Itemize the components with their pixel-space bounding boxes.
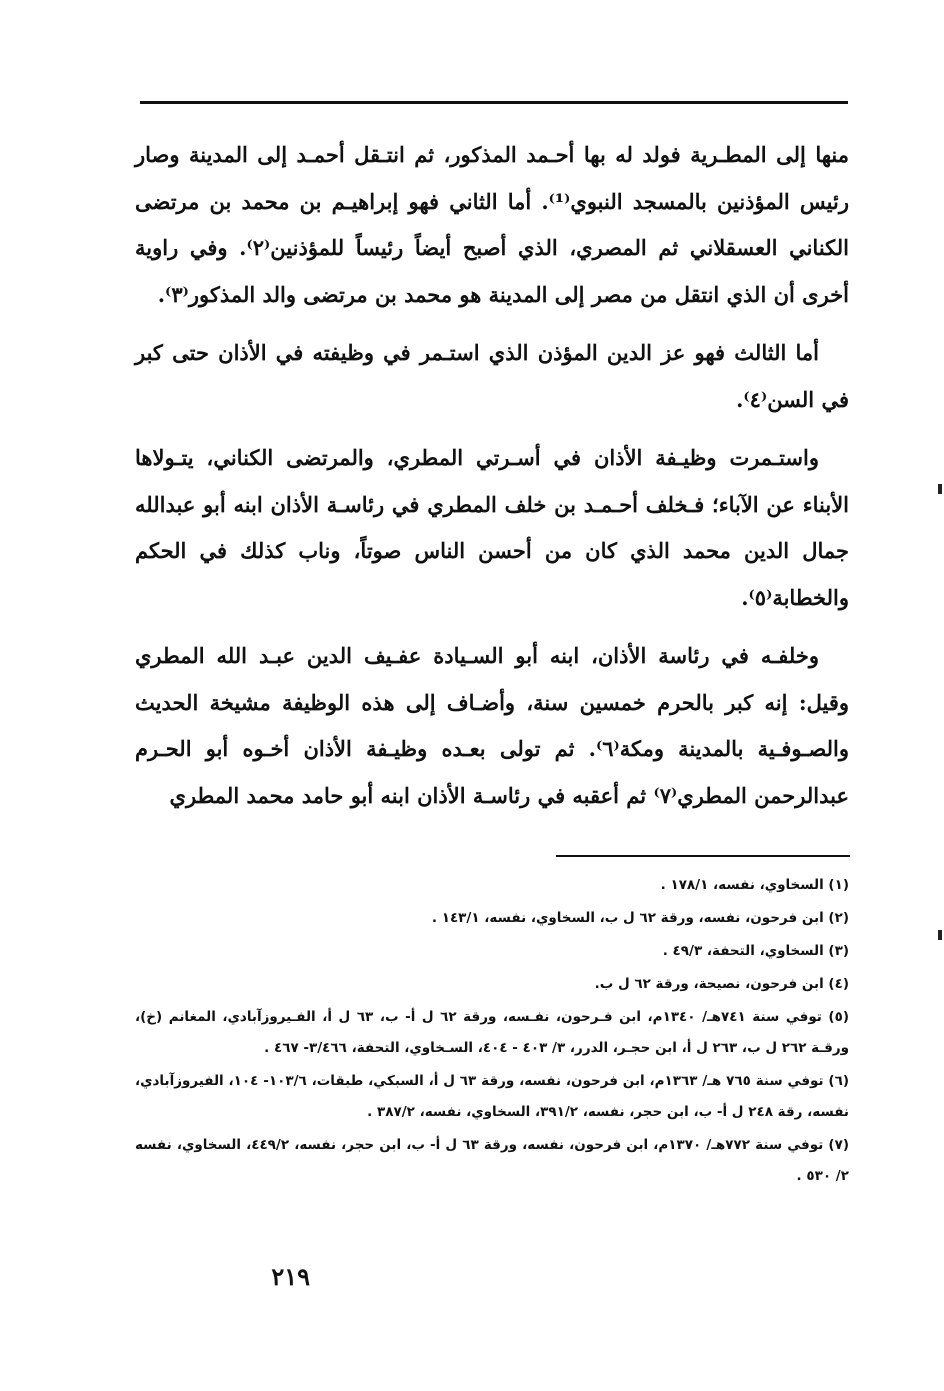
header-rule [140,101,848,104]
body-text [135,132,849,831]
paragraph-4: وخلفـه في رئاسة الأذان، ابنه أبو السـيادة عفـيف الدين عبـد الله المطري وقيل: إنه كبر بالحرم خمسين سنة، وأضـاف إلى هذه الوظيفة مشيخة الحديث والصـوفـية بالمدينة ومكة⁽٦⁾. ثم تولى بعـده وظيـفة الأذان أخـوه أبو الحـرم عبدالرحمن المطري⁽٧⁾ ثم أعقبه في رئاسـة الأذان ابنه أبو حامد محمد المطري [135,643,849,808]
page-number: ٢١٩ [271,1262,310,1291]
paragraph-2: أما الثالث فهو عز الدين المؤذن الذي استـمر في وظيفته في الأذان حتى كبر في السن⁽٤⁾. [135,340,849,412]
footnote-1: (١) السخاوي، نفسه، ١٧٨/١ . [660,877,849,893]
paragraph-1: منها إلى المطـرية فولد له بها أحـمد المذكور، ثم انتـقل أحمـد إلى المدينة وصار رئيس المؤذنين بالمسجد النبوي⁽¹⁾. أما الثاني فهو إبراهيـم بن محمد بن مرتضى الكناني العسقلاني ثم المصري، الذي أصبح أيضاً رئيساً للمؤذنين⁽٢⁾. وفي راوية أخرى أن الذي انتقل من مصر إلى المدينة هو محمد بن مرتضى والد المذكور⁽٣⁾. [135,142,850,307]
scan-edge-mark [938,484,942,494]
scan-edge-mark [938,930,942,940]
footnote-4: (٤) ابن فرحون، نصيحة، ورقة ٦٢ ل ب. [594,976,849,992]
footnote-3: (٣) السخاوي، التحفة، ٤٩/٣ . [662,943,849,959]
footnote-rule [556,855,850,857]
paragraph-3: واستـمرت وظيـفة الأذان في أسـرتي المطري، والمرتضى الكناني، يتـولاها الأبناء عن الآباء؛ فـخلف أحـمـد بن خلف المطري في رئاسـة الأذان ابنه أبو عبدالله جمال الدين محمد الذي كان من أحسن الناس صوتاً، وناب كذلك في الحكم والخطابة⁽٥⁾. [135,445,849,610]
footnotes [135,870,849,1194]
footnote-6: (٦) توفي سنة ٧٦٥ هـ/ ١٣٦٣م، ابن فرحون، نفسه، ورقة ٦٣ ل أ، السبكي، طبقات، ١٠٣/٦- ١٠٤، الفيروزآبادي، نفسه، رقة ٢٤٨ ل أ- ب، ابن حجر، نفسه، ٣٩١/٢، السخاوي، نفسه، ٣٨٧/٢ . [135,1073,850,1120]
footnote-2: (٢) ابن فرحون، نفسه، ورقة ٦٢ ل ب، السخاوي، نفسه، ١٤٣/١ . [431,910,849,926]
footnote-5: (٥) توفي سنة ٧٤١هـ/ ١٣٤٠م، ابن فـرحون، نفـسه، ورقة ٦٢ ل أ- ب، ٦٣ ل أ، الفـيروزآبادي، المغانم (خ)، ورقـة ٢٦٢ ل ب، ٢٦٣ ل أ، ابن حجـر، الدرر، ٣/ ٤٠٣ - ٤٠٤، السـخاوي، التحفة، ٣/٤٦٦- ٤٦٧ . [135,1009,849,1056]
footnote-7: (٧) توفي سنة ٧٧٢هـ/ ١٣٧٠م، ابن فرحون، نفسه، ورقة ٦٣ ل أ- ب، ابن حجر، نفسه، ٤٤٩/٢، السخاوي، نفسه ٢/ ٥٣٠ . [135,1137,849,1184]
